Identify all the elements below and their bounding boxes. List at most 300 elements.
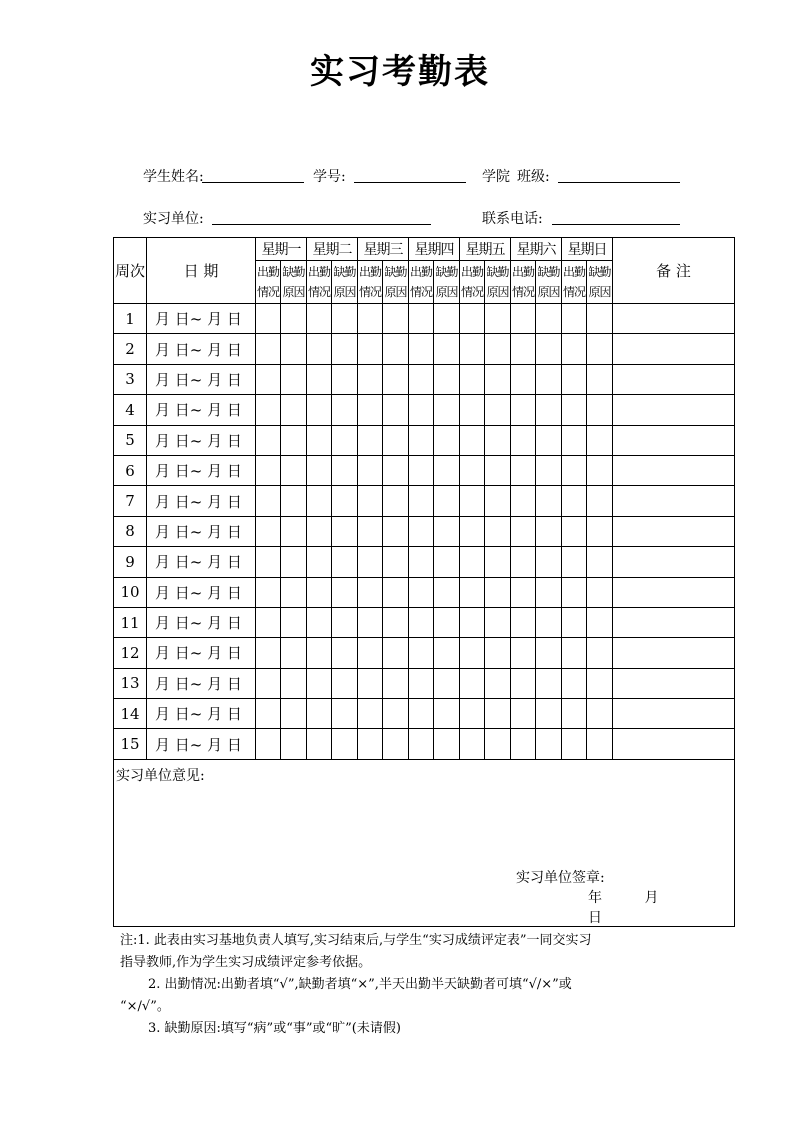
date-header: 日 期 bbox=[147, 238, 256, 304]
attendance-cell[interactable] bbox=[434, 547, 460, 577]
attendance-cell[interactable] bbox=[587, 577, 613, 607]
attendance-cell[interactable] bbox=[460, 547, 485, 577]
attendance-cell[interactable] bbox=[383, 577, 409, 607]
attendance-cell[interactable] bbox=[409, 607, 434, 637]
attendance-cell[interactable] bbox=[409, 395, 434, 425]
date-range-cell[interactable]: 月 日~ 月 日 bbox=[147, 364, 256, 394]
attendance-status-header: 出勤情况 bbox=[409, 261, 434, 304]
table-row bbox=[114, 547, 735, 577]
attendance-cell[interactable] bbox=[485, 699, 511, 729]
attendance-cell[interactable] bbox=[536, 638, 562, 668]
attendance-cell[interactable] bbox=[383, 334, 409, 364]
week-number: 12 bbox=[114, 638, 147, 668]
attendance-cell[interactable] bbox=[511, 364, 536, 394]
remark-cell[interactable] bbox=[613, 334, 735, 364]
attendance-cell[interactable] bbox=[281, 395, 307, 425]
attendance-cell[interactable] bbox=[485, 547, 511, 577]
attendance-cell[interactable] bbox=[511, 455, 536, 485]
attendance-cell[interactable] bbox=[587, 395, 613, 425]
attendance-cell[interactable] bbox=[511, 334, 536, 364]
attendance-cell[interactable] bbox=[358, 668, 383, 698]
attendance-cell[interactable] bbox=[307, 607, 332, 637]
attendance-cell[interactable] bbox=[485, 395, 511, 425]
attendance-cell[interactable] bbox=[434, 425, 460, 455]
attendance-cell[interactable] bbox=[281, 668, 307, 698]
date-range-cell[interactable]: 月 日~ 月 日 bbox=[147, 668, 256, 698]
date-range-cell[interactable]: 月 日~ 月 日 bbox=[147, 334, 256, 364]
attendance-cell[interactable] bbox=[562, 577, 587, 607]
attendance-cell[interactable] bbox=[511, 547, 536, 577]
date-range-cell[interactable]: 月 日~ 月 日 bbox=[147, 486, 256, 516]
day-header: 星期四 bbox=[409, 238, 460, 261]
attendance-cell[interactable] bbox=[281, 577, 307, 607]
attendance-cell[interactable] bbox=[383, 699, 409, 729]
attendance-cell[interactable] bbox=[332, 425, 358, 455]
week-number: 13 bbox=[114, 668, 147, 698]
attendance-cell[interactable] bbox=[307, 547, 332, 577]
attendance-table bbox=[113, 237, 735, 760]
attendance-cell[interactable] bbox=[511, 699, 536, 729]
attendance-cell[interactable] bbox=[562, 638, 587, 668]
attendance-cell[interactable] bbox=[511, 668, 536, 698]
attendance-cell[interactable] bbox=[281, 425, 307, 455]
date-range-cell[interactable]: 月 日~ 月 日 bbox=[147, 577, 256, 607]
student-id-label: 学号: bbox=[313, 169, 346, 185]
attendance-cell[interactable] bbox=[536, 334, 562, 364]
attendance-cell[interactable] bbox=[358, 516, 383, 546]
student-id-field[interactable] bbox=[354, 182, 466, 183]
attendance-cell[interactable] bbox=[460, 607, 485, 637]
attendance-cell[interactable] bbox=[383, 668, 409, 698]
attendance-cell[interactable] bbox=[332, 334, 358, 364]
attendance-cell[interactable] bbox=[460, 364, 485, 394]
date-range-cell[interactable]: 月 日~ 月 日 bbox=[147, 607, 256, 637]
attendance-cell[interactable] bbox=[562, 304, 587, 334]
attendance-cell[interactable] bbox=[409, 486, 434, 516]
attendance-cell[interactable] bbox=[383, 364, 409, 394]
remark-cell[interactable] bbox=[613, 668, 735, 698]
attendance-cell[interactable] bbox=[383, 486, 409, 516]
page-title: 实习考勤表 bbox=[310, 52, 490, 92]
attendance-cell[interactable] bbox=[434, 334, 460, 364]
attendance-cell[interactable] bbox=[307, 304, 332, 334]
attendance-cell[interactable] bbox=[587, 638, 613, 668]
attendance-cell[interactable] bbox=[485, 486, 511, 516]
attendance-cell[interactable] bbox=[256, 577, 281, 607]
attendance-cell[interactable] bbox=[281, 516, 307, 546]
attendance-cell[interactable] bbox=[281, 334, 307, 364]
attendance-cell[interactable] bbox=[587, 425, 613, 455]
attendance-cell[interactable] bbox=[511, 304, 536, 334]
attendance-cell[interactable] bbox=[307, 638, 332, 668]
attendance-cell[interactable] bbox=[562, 364, 587, 394]
attendance-cell[interactable] bbox=[256, 395, 281, 425]
attendance-cell[interactable] bbox=[332, 607, 358, 637]
attendance-cell[interactable] bbox=[485, 304, 511, 334]
attendance-cell[interactable] bbox=[536, 668, 562, 698]
attendance-cell[interactable] bbox=[562, 425, 587, 455]
attendance-cell[interactable] bbox=[409, 364, 434, 394]
remark-cell[interactable] bbox=[613, 516, 735, 546]
attendance-cell[interactable] bbox=[536, 547, 562, 577]
attendance-cell[interactable] bbox=[434, 668, 460, 698]
absence-reason-header: 缺勤原因 bbox=[536, 261, 562, 304]
attendance-cell[interactable] bbox=[358, 729, 383, 759]
attendance-cell[interactable] bbox=[460, 395, 485, 425]
attendance-cell[interactable] bbox=[434, 729, 460, 759]
attendance-cell[interactable] bbox=[358, 304, 383, 334]
attendance-cell[interactable] bbox=[256, 699, 281, 729]
attendance-cell[interactable] bbox=[434, 516, 460, 546]
attendance-cell[interactable] bbox=[536, 455, 562, 485]
attendance-cell[interactable] bbox=[409, 304, 434, 334]
attendance-cell[interactable] bbox=[409, 638, 434, 668]
attendance-cell[interactable] bbox=[460, 516, 485, 546]
attendance-cell[interactable] bbox=[587, 607, 613, 637]
remark-cell[interactable] bbox=[613, 425, 735, 455]
attendance-cell[interactable] bbox=[536, 729, 562, 759]
day-header: 星期六 bbox=[511, 238, 562, 261]
date-range-cell[interactable]: 月 日~ 月 日 bbox=[147, 395, 256, 425]
attendance-cell[interactable] bbox=[332, 516, 358, 546]
week-number: 11 bbox=[114, 607, 147, 637]
attendance-cell[interactable] bbox=[307, 699, 332, 729]
attendance-cell[interactable] bbox=[281, 638, 307, 668]
day-header: 星期日 bbox=[562, 238, 613, 261]
date-range-cell[interactable]: 月 日~ 月 日 bbox=[147, 516, 256, 546]
table-row bbox=[114, 638, 735, 668]
date-range-cell[interactable]: 月 日~ 月 日 bbox=[147, 547, 256, 577]
attendance-cell[interactable] bbox=[460, 486, 485, 516]
attendance-cell[interactable] bbox=[256, 729, 281, 759]
attendance-cell[interactable] bbox=[587, 486, 613, 516]
unit-seal-label: 实习单位签章: bbox=[516, 870, 605, 886]
attendance-cell[interactable] bbox=[332, 395, 358, 425]
date-range-cell[interactable]: 月 日~ 月 日 bbox=[147, 699, 256, 729]
unit-field[interactable] bbox=[212, 224, 431, 225]
attendance-cell[interactable] bbox=[460, 334, 485, 364]
attendance-cell[interactable] bbox=[256, 516, 281, 546]
absence-reason-header: 缺勤原因 bbox=[485, 261, 511, 304]
week-number: 14 bbox=[114, 699, 147, 729]
attendance-cell[interactable] bbox=[383, 729, 409, 759]
attendance-cell[interactable] bbox=[307, 729, 332, 759]
attendance-cell[interactable] bbox=[562, 486, 587, 516]
date-range-cell[interactable]: 月 日~ 月 日 bbox=[147, 729, 256, 759]
week-number: 1 bbox=[114, 304, 147, 334]
attendance-cell[interactable] bbox=[511, 516, 536, 546]
attendance-cell[interactable] bbox=[409, 699, 434, 729]
attendance-cell[interactable] bbox=[256, 668, 281, 698]
date-range-cell[interactable]: 月 日~ 月 日 bbox=[147, 638, 256, 668]
attendance-cell[interactable] bbox=[587, 364, 613, 394]
attendance-cell[interactable] bbox=[307, 364, 332, 394]
attendance-cell[interactable] bbox=[587, 729, 613, 759]
date-range-cell[interactable]: 月 日~ 月 日 bbox=[147, 425, 256, 455]
attendance-cell[interactable] bbox=[409, 577, 434, 607]
table-row bbox=[114, 425, 735, 455]
attendance-cell[interactable] bbox=[256, 304, 281, 334]
attendance-cell[interactable] bbox=[307, 395, 332, 425]
attendance-cell[interactable] bbox=[536, 364, 562, 394]
attendance-cell[interactable] bbox=[358, 638, 383, 668]
notes bbox=[120, 930, 591, 1040]
attendance-cell[interactable] bbox=[409, 516, 434, 546]
day-header: 星期一 bbox=[256, 238, 307, 261]
attendance-cell[interactable] bbox=[307, 577, 332, 607]
attendance-cell[interactable] bbox=[281, 455, 307, 485]
opinion-label: 实习单位意见: bbox=[116, 768, 205, 784]
attendance-cell[interactable] bbox=[511, 425, 536, 455]
attendance-cell[interactable] bbox=[562, 607, 587, 637]
attendance-cell[interactable] bbox=[485, 638, 511, 668]
attendance-cell[interactable] bbox=[256, 455, 281, 485]
attendance-cell[interactable] bbox=[536, 699, 562, 729]
remark-cell[interactable] bbox=[613, 304, 735, 334]
attendance-cell[interactable] bbox=[383, 516, 409, 546]
attendance-cell[interactable] bbox=[562, 547, 587, 577]
remark-cell[interactable] bbox=[613, 455, 735, 485]
table-row bbox=[114, 607, 735, 637]
unit-label: 实习单位: bbox=[143, 211, 204, 227]
note-line: 指导教师,作为学生实习成绩评定参考依据。 bbox=[120, 955, 372, 970]
attendance-cell[interactable] bbox=[281, 364, 307, 394]
attendance-cell[interactable] bbox=[256, 486, 281, 516]
note-line: “×/√”。 bbox=[120, 999, 170, 1014]
attendance-cell[interactable] bbox=[307, 516, 332, 546]
attendance-cell[interactable] bbox=[587, 699, 613, 729]
date-range-cell[interactable]: 月 日~ 月 日 bbox=[147, 304, 256, 334]
day-header: 星期三 bbox=[358, 238, 409, 261]
attendance-status-header: 出勤情况 bbox=[358, 261, 383, 304]
class-field[interactable] bbox=[558, 182, 680, 183]
attendance-cell[interactable] bbox=[460, 638, 485, 668]
attendance-cell[interactable] bbox=[511, 395, 536, 425]
attendance-cell[interactable] bbox=[383, 638, 409, 668]
week-number: 3 bbox=[114, 364, 147, 394]
attendance-cell[interactable] bbox=[358, 364, 383, 394]
attendance-cell[interactable] bbox=[562, 455, 587, 485]
attendance-cell[interactable] bbox=[332, 699, 358, 729]
attendance-cell[interactable] bbox=[460, 304, 485, 334]
attendance-cell[interactable] bbox=[434, 486, 460, 516]
attendance-cell[interactable] bbox=[383, 607, 409, 637]
attendance-cell[interactable] bbox=[536, 425, 562, 455]
week-number: 9 bbox=[114, 547, 147, 577]
remark-cell[interactable] bbox=[613, 607, 735, 637]
attendance-cell[interactable] bbox=[332, 455, 358, 485]
attendance-cell[interactable] bbox=[256, 425, 281, 455]
attendance-cell[interactable] bbox=[460, 425, 485, 455]
attendance-cell[interactable] bbox=[511, 486, 536, 516]
attendance-cell[interactable] bbox=[281, 486, 307, 516]
attendance-cell[interactable] bbox=[485, 425, 511, 455]
attendance-cell[interactable] bbox=[562, 395, 587, 425]
attendance-cell[interactable] bbox=[511, 577, 536, 607]
attendance-cell[interactable] bbox=[332, 486, 358, 516]
attendance-cell[interactable] bbox=[256, 607, 281, 637]
remark-cell[interactable] bbox=[613, 547, 735, 577]
attendance-cell[interactable] bbox=[536, 516, 562, 546]
remark-cell[interactable] bbox=[613, 699, 735, 729]
note-line: 2. 出勤情况:出勤者填“√”,缺勤者填“×”,半天出勤半天缺勤者可填“√/×”或 bbox=[148, 977, 572, 992]
attendance-cell[interactable] bbox=[358, 577, 383, 607]
attendance-cell[interactable] bbox=[332, 729, 358, 759]
attendance-cell[interactable] bbox=[485, 364, 511, 394]
attendance-cell[interactable] bbox=[256, 638, 281, 668]
attendance-cell[interactable] bbox=[383, 547, 409, 577]
attendance-cell[interactable] bbox=[587, 304, 613, 334]
attendance-cell[interactable] bbox=[434, 304, 460, 334]
attendance-cell[interactable] bbox=[358, 425, 383, 455]
attendance-cell[interactable] bbox=[587, 668, 613, 698]
attendance-cell[interactable] bbox=[307, 425, 332, 455]
week-number: 10 bbox=[114, 577, 147, 607]
attendance-cell[interactable] bbox=[281, 699, 307, 729]
college-label: 学院 bbox=[482, 169, 510, 185]
attendance-status-header: 出勤情况 bbox=[562, 261, 587, 304]
attendance-cell[interactable] bbox=[434, 364, 460, 394]
attendance-cell[interactable] bbox=[460, 668, 485, 698]
attendance-cell[interactable] bbox=[358, 547, 383, 577]
attendance-cell[interactable] bbox=[460, 455, 485, 485]
week-number: 6 bbox=[114, 455, 147, 485]
date-range-cell[interactable]: 月 日~ 月 日 bbox=[147, 455, 256, 485]
attendance-cell[interactable] bbox=[536, 304, 562, 334]
attendance-cell[interactable] bbox=[358, 486, 383, 516]
remark-cell[interactable] bbox=[613, 729, 735, 759]
attendance-cell[interactable] bbox=[460, 729, 485, 759]
attendance-cell[interactable] bbox=[587, 516, 613, 546]
attendance-cell[interactable] bbox=[358, 395, 383, 425]
attendance-cell[interactable] bbox=[358, 455, 383, 485]
attendance-cell[interactable] bbox=[536, 607, 562, 637]
attendance-cell[interactable] bbox=[587, 455, 613, 485]
remark-cell[interactable] bbox=[613, 577, 735, 607]
attendance-cell[interactable] bbox=[307, 455, 332, 485]
attendance-cell[interactable] bbox=[562, 516, 587, 546]
attendance-cell[interactable] bbox=[256, 547, 281, 577]
attendance-cell[interactable] bbox=[434, 699, 460, 729]
attendance-cell[interactable] bbox=[383, 455, 409, 485]
attendance-cell[interactable] bbox=[281, 547, 307, 577]
week-header: 周次 bbox=[114, 238, 147, 304]
attendance-cell[interactable] bbox=[485, 577, 511, 607]
attendance-cell[interactable] bbox=[434, 577, 460, 607]
attendance-cell[interactable] bbox=[358, 334, 383, 364]
week-number: 8 bbox=[114, 516, 147, 546]
attendance-cell[interactable] bbox=[307, 334, 332, 364]
attendance-status-header: 出勤情况 bbox=[460, 261, 485, 304]
table-row bbox=[114, 364, 735, 394]
attendance-cell[interactable] bbox=[485, 516, 511, 546]
attendance-cell[interactable] bbox=[332, 364, 358, 394]
attendance-cell[interactable] bbox=[256, 334, 281, 364]
attendance-cell[interactable] bbox=[307, 486, 332, 516]
attendance-cell[interactable] bbox=[383, 304, 409, 334]
attendance-cell[interactable] bbox=[332, 668, 358, 698]
attendance-cell[interactable] bbox=[434, 638, 460, 668]
attendance-cell[interactable] bbox=[281, 607, 307, 637]
attendance-cell[interactable] bbox=[485, 729, 511, 759]
attendance-cell[interactable] bbox=[332, 638, 358, 668]
phone-label: 联系电话: bbox=[482, 211, 543, 227]
attendance-cell[interactable] bbox=[307, 668, 332, 698]
attendance-cell[interactable] bbox=[332, 304, 358, 334]
table-row bbox=[114, 729, 735, 759]
attendance-cell[interactable] bbox=[485, 455, 511, 485]
attendance-cell[interactable] bbox=[409, 547, 434, 577]
attendance-cell[interactable] bbox=[256, 364, 281, 394]
attendance-cell[interactable] bbox=[409, 425, 434, 455]
day-label: 日 bbox=[588, 910, 602, 926]
table-row bbox=[114, 577, 735, 607]
attendance-cell[interactable] bbox=[562, 334, 587, 364]
attendance-cell[interactable] bbox=[281, 729, 307, 759]
week-number: 7 bbox=[114, 486, 147, 516]
attendance-cell[interactable] bbox=[434, 455, 460, 485]
attendance-cell[interactable] bbox=[536, 486, 562, 516]
attendance-cell[interactable] bbox=[562, 699, 587, 729]
attendance-cell[interactable] bbox=[485, 334, 511, 364]
note-line: 注:1. 此表由实习基地负责人填写,实习结束后,与学生“实习成绩评定表”一同交实习 bbox=[120, 933, 592, 948]
attendance-cell[interactable] bbox=[562, 729, 587, 759]
absence-reason-header: 缺勤原因 bbox=[587, 261, 613, 304]
attendance-cell[interactable] bbox=[358, 607, 383, 637]
attendance-cell[interactable] bbox=[409, 668, 434, 698]
attendance-cell[interactable] bbox=[536, 395, 562, 425]
attendance-cell[interactable] bbox=[281, 304, 307, 334]
attendance-cell[interactable] bbox=[383, 395, 409, 425]
attendance-cell[interactable] bbox=[562, 668, 587, 698]
unit-opinion-box[interactable] bbox=[113, 759, 735, 927]
attendance-cell[interactable] bbox=[358, 699, 383, 729]
class-label: 班级: bbox=[517, 169, 550, 185]
attendance-cell[interactable] bbox=[332, 547, 358, 577]
attendance-cell[interactable] bbox=[434, 607, 460, 637]
attendance-status-header: 出勤情况 bbox=[256, 261, 281, 304]
student-name-field[interactable] bbox=[202, 182, 304, 183]
attendance-cell[interactable] bbox=[485, 668, 511, 698]
day-header: 星期二 bbox=[307, 238, 358, 261]
attendance-cell[interactable] bbox=[409, 334, 434, 364]
remark-cell[interactable] bbox=[613, 638, 735, 668]
attendance-cell[interactable] bbox=[536, 577, 562, 607]
attendance-cell[interactable] bbox=[332, 577, 358, 607]
table-row bbox=[114, 304, 735, 334]
attendance-cell[interactable] bbox=[587, 547, 613, 577]
week-number: 5 bbox=[114, 425, 147, 455]
attendance-cell[interactable] bbox=[434, 395, 460, 425]
absence-reason-header: 缺勤原因 bbox=[332, 261, 358, 304]
phone-field[interactable] bbox=[552, 224, 680, 225]
attendance-cell[interactable] bbox=[511, 607, 536, 637]
attendance-cell[interactable] bbox=[409, 729, 434, 759]
attendance-cell[interactable] bbox=[460, 699, 485, 729]
remark-cell[interactable] bbox=[613, 486, 735, 516]
attendance-cell[interactable] bbox=[460, 577, 485, 607]
table-row bbox=[114, 486, 735, 516]
month-label: 月 bbox=[644, 890, 659, 906]
remark-cell[interactable] bbox=[613, 395, 735, 425]
attendance-cell[interactable] bbox=[485, 607, 511, 637]
attendance-cell[interactable] bbox=[409, 455, 434, 485]
attendance-cell[interactable] bbox=[511, 638, 536, 668]
attendance-cell[interactable] bbox=[511, 729, 536, 759]
remark-cell[interactable] bbox=[613, 364, 735, 394]
attendance-cell[interactable] bbox=[587, 334, 613, 364]
attendance-cell[interactable] bbox=[383, 425, 409, 455]
